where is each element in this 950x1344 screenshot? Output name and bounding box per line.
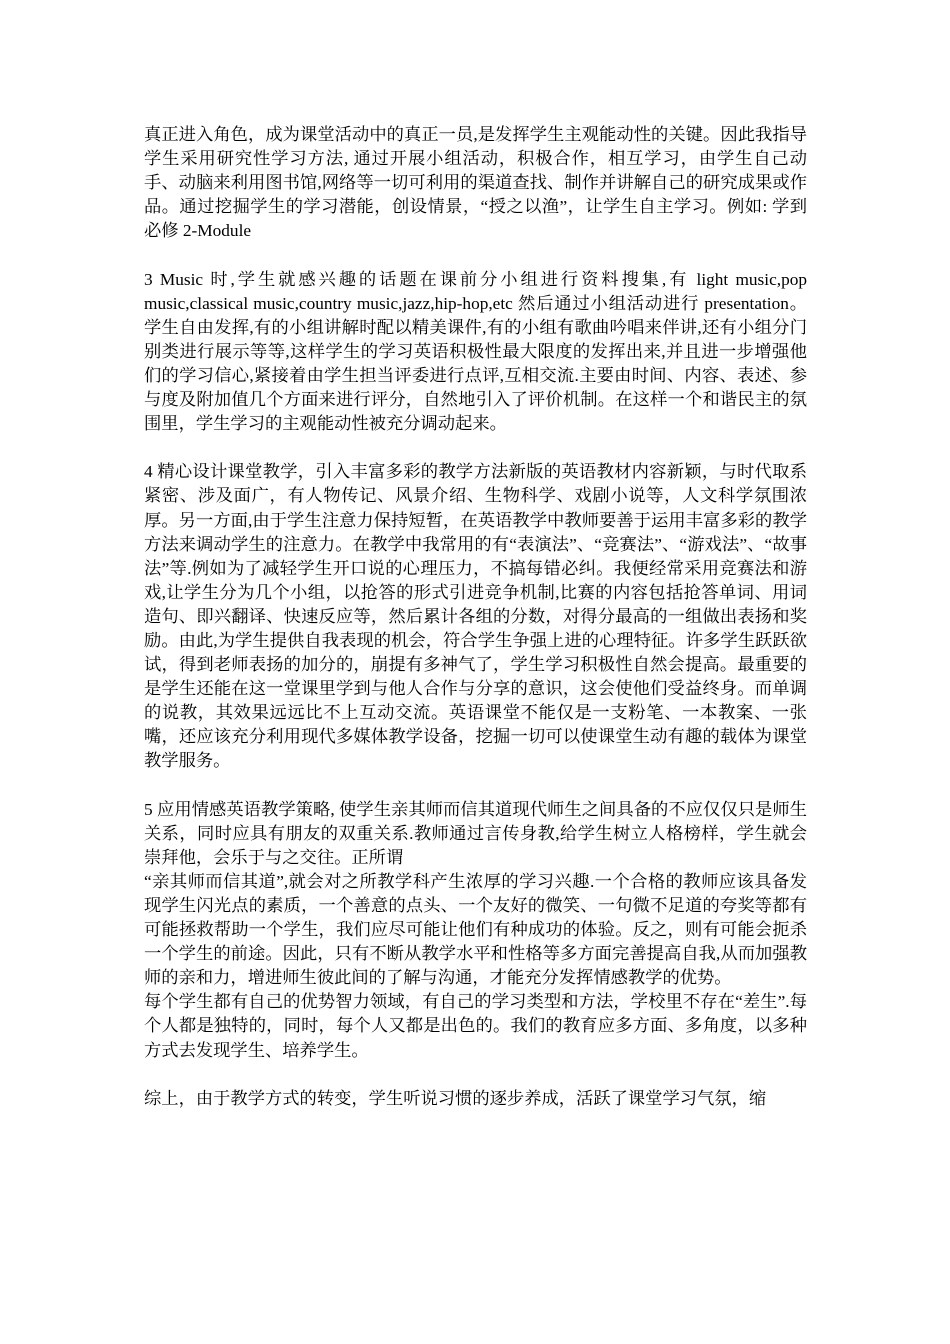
- paragraph-teacher-affinity: “亲其师而信其道”,就会对之所教学科产生浓厚的学习兴趣.一个合格的教师应该具备发现学生闪光点的素质，一个善意的点头、一个友好的微笑、一句微不足道的夸奖等都有可能拯救帮助一个学生，我们应尽可能让他们有种成功的体验。反之，则有可能会扼杀一个学生的前途。因此，只有不断从教学水平和性格等多方面完善提高自我,从而加强教师的亲和力，增进师生彼此间的了解与沟通，才能充分发挥情感教学的优势。: [144, 871, 807, 988]
- paragraph-teaching-methods: 4 精心设计课堂教学，引入丰富多彩的教学方法新版的英语教材内容新颖，与时代取系紧密、涉及面广，有人物传记、风景介绍、生物科学、戏剧小说等，人文科学氛围浓厚。另一方面,由于学生注意力保持短暂，在英语教学中教师要善于运用丰富多彩的教学方法来调动学生的注意力。在教学中我常用的有“表演法”、“竞赛法”、“游戏法”、“故事法”等.例如为了减轻学生开口说的心理压力，不搞每错必纠。我便经常采用竞赛法和游戏,让学生分为几个小组，以抢答的形式引进竞争机制,比赛的内容包括抢答单词、用词造句、即兴翻译、快速反应等，然后累计各组的分数，对得分最高的一组做出表扬和奖励。由此,为学生提供自我表现的机会，符合学生争强上进的心理特征。许多学生跃跃欲试，得到老师表扬的加分的，崩提有多神气了，学生学习积极性自然会提高。最重要的是学生还能在这一堂课里学到与他人合作与分享的意识，这会使他们受益终身。而单调的说教，其效果远远比不上互动交流。英语课堂不能仅是一支粉笔、一本教案、一张嘴，还应该充分利用现代多媒体教学设备，挖掘一切可以使课堂生动有趣的载体为课堂教学服务。: [144, 462, 807, 771]
- paragraph-student-strengths: 每个学生都有自己的优势智力领域，有自己的学习类型和方法，学校里不存在“差生”.每个人都是独特的，同时，每个人又都是出色的。我们的教育应多方面、多角度，以多种方式去发现学生、培养学生。: [144, 992, 807, 1060]
- paragraph-emotional-strategy: 5 应用情感英语教学策略, 使学生亲其师而信其道现代师生之间具备的不应仅仅只是师生关系，同时应具有朋友的双重关系.教师通过言传身教,给学生树立人格榜样，学生就会崇拜他，会乐于与之交往。正所谓: [144, 799, 807, 867]
- paragraph-music-module: 3 Music 时,学生就感兴趣的话题在课前分小组进行资料搜集,有 light music,pop music,classical music,country music,jazz,hip-hop,etc 然后通过小组活动进行 presentation。学生自由发挥,有的小组讲解时配以精美课件,有的小组有歌曲吟唱来伴讲,还有小组分门别类进行展示等等,这样学生的学习英语积极性最大限度的发挥出来,并且进一步增强他们的学习信心,紧接着由学生担当评委进行点评,互相交流.主要由时间、内容、表述、参与度及附加值几个方面来进行评分，自然地引入了评价机制。在这样一个和谐民主的氛围里，学生学习的主观能动性被充分调动起来。: [144, 269, 807, 434]
- paragraph-research-learning: 真正进入角色，成为课堂活动中的真正一员,是发挥学生主观能动性的关键。因此我指导学生采用研究性学习方法, 通过开展小组活动，积极合作，相互学习，由学生自己动手、动脑来利用图书馆,网络等一切可利用的渠道查找、制作并讲解自己的研究成果或作品。通过挖掘学生的学习潜能，创设情景，“授之以渔”，让学生自主学习。例如: 学到必修 2-Module: [144, 125, 807, 241]
- document-body: [144, 123, 807, 1111]
- paragraph-summary: 综上，由于教学方式的转变，学生听说习惯的逐步养成，活跃了课堂学习气氛，缩: [144, 1088, 767, 1108]
